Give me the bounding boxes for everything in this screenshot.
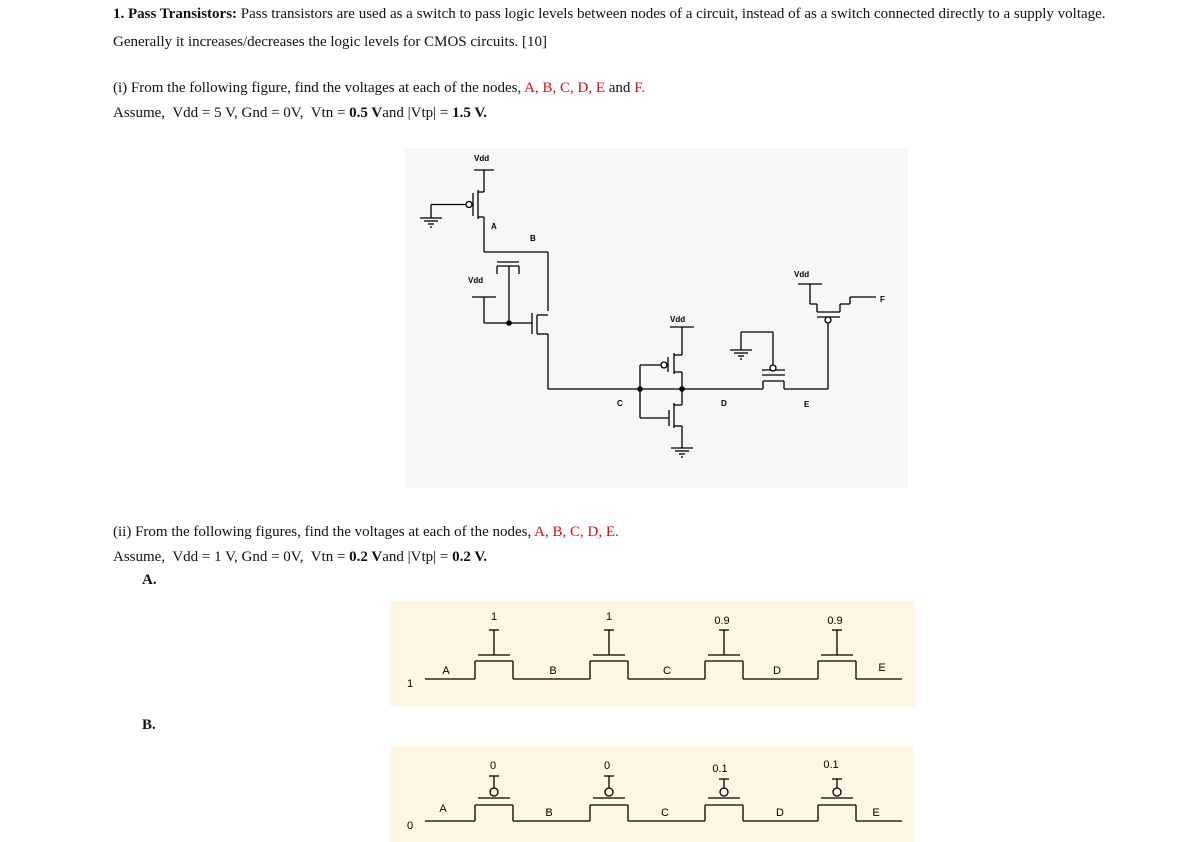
part-i-prefix: (i) From the following figure, find the voltages at each of the nodes, bbox=[113, 80, 522, 96]
circuit1-vdd-top: Vdd bbox=[474, 154, 490, 163]
part-ii-vdd: Vdd = 1 V, bbox=[172, 549, 238, 565]
circuit1-node-b: B bbox=[530, 234, 536, 243]
part-ii-gnd: Gnd = 0V, bbox=[241, 549, 304, 565]
chain-a-gate-value-3: 0.9 bbox=[714, 615, 730, 627]
chain-a-gate-value-1: 1 bbox=[490, 611, 498, 623]
part-ii-and-vtp: and |Vtp| = bbox=[382, 549, 449, 565]
chain-b-input-value: 0 bbox=[406, 820, 414, 832]
chain-a-node-b: B bbox=[549, 665, 557, 677]
q1-intro-line1 bbox=[113, 5, 1106, 23]
chain-b-gate-value-4: 0.1 bbox=[823, 759, 839, 771]
chain-b-node-b: B bbox=[545, 807, 553, 819]
part-ii-assumptions bbox=[113, 548, 487, 566]
chain-a-node-d: D bbox=[773, 665, 781, 677]
part-i-and-vtp: and |Vtp| = bbox=[382, 105, 449, 121]
part-i-nodes: A, B, C, D, E bbox=[524, 80, 606, 96]
chain-b-node-a: A bbox=[439, 803, 447, 815]
part-i-assume-label: Assume, bbox=[113, 105, 166, 121]
part-i-vtp-value: 1.5 V. bbox=[452, 105, 487, 121]
chain-a-figure bbox=[390, 601, 915, 706]
part-i-vtn-label: Vtn = bbox=[310, 105, 346, 121]
chain-b-gate-value-3: 0.1 bbox=[712, 763, 728, 775]
part-ii-vtn-label: Vtn = bbox=[310, 549, 346, 565]
chain-b-node-e: E bbox=[872, 807, 880, 819]
chain-b-gate-value-2: 0 bbox=[603, 760, 611, 772]
circuit-figure-1 bbox=[405, 148, 908, 488]
chain-b-label: B. bbox=[142, 717, 156, 733]
chain-a-node-e: E bbox=[878, 662, 886, 674]
circuit1-node-d: D bbox=[721, 399, 727, 408]
circuit1-node-f: F bbox=[880, 295, 885, 304]
q1-intro-text: Pass transistors are used as a switch to pass logic levels between nodes of a circuit, instead of as a switch connected directly to a supply voltage. bbox=[240, 6, 1106, 22]
circuit1-vdd-right: Vdd bbox=[794, 270, 810, 279]
circuit1-node-a: A bbox=[491, 222, 497, 231]
part-ii-nodes: A, B, C, D, E. bbox=[534, 524, 619, 540]
chain-a-input-value: 1 bbox=[406, 678, 414, 690]
part-ii-vtp-value: 0.2 V. bbox=[452, 549, 487, 565]
q1-title: 1. Pass Transistors: bbox=[113, 6, 238, 22]
chain-b-node-c: C bbox=[661, 807, 669, 819]
circuit1-vdd-left: Vdd bbox=[468, 276, 484, 285]
part-i-last-node: F. bbox=[634, 80, 646, 96]
circuit1-vdd-inverter: Vdd bbox=[670, 315, 686, 324]
chain-b-node-d: D bbox=[776, 807, 784, 819]
circuit1-node-e: E bbox=[804, 400, 810, 409]
chain-a-label: A. bbox=[142, 572, 157, 588]
chain-a-gate-value-2: 1 bbox=[605, 611, 613, 623]
chain-b-gate-value-1: 0 bbox=[489, 760, 497, 772]
part-ii-assume-label: Assume, bbox=[113, 549, 166, 565]
chain-a-node-a: A bbox=[442, 665, 450, 677]
part-i-gnd: Gnd = 0V, bbox=[241, 105, 304, 121]
part-ii-vtn-value: 0.2 V bbox=[349, 549, 383, 565]
part-i-assumptions bbox=[113, 104, 487, 122]
part-i-and: and bbox=[608, 80, 631, 96]
part-ii-question bbox=[113, 523, 619, 541]
part-i-question bbox=[113, 79, 645, 97]
q1-intro-line2: Generally it increases/decreases the logic levels for CMOS circuits. [10] bbox=[113, 34, 548, 50]
circuit1-node-c: C bbox=[617, 399, 623, 408]
chain-b-figure bbox=[390, 746, 913, 842]
part-i-vdd: Vdd = 5 V, bbox=[172, 105, 238, 121]
part-i-vtn-value: 0.5 V bbox=[349, 105, 383, 121]
chain-a-node-c: C bbox=[663, 665, 671, 677]
part-ii-prefix: (ii) From the following figures, find the voltages at each of the nodes, bbox=[113, 524, 532, 540]
chain-a-gate-value-4: 0.9 bbox=[827, 615, 843, 627]
